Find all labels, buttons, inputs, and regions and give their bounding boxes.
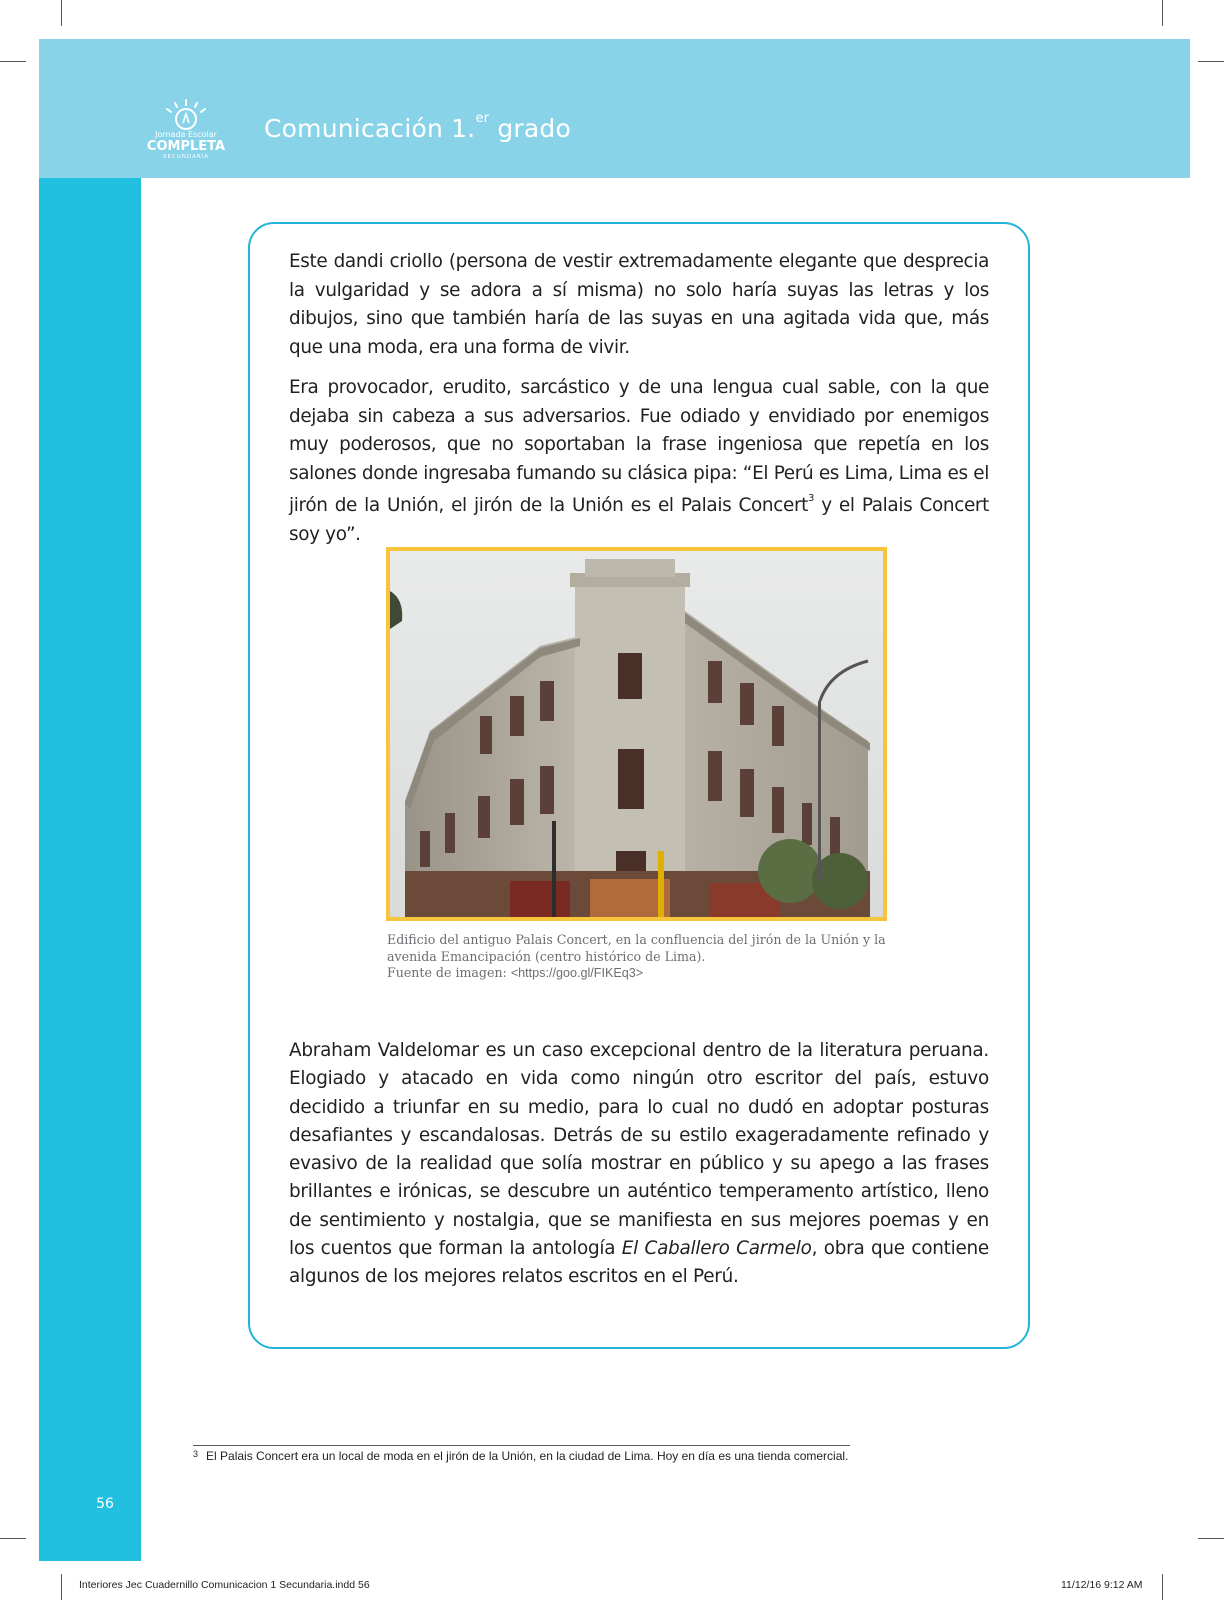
crop-mark-top-left-h bbox=[0, 61, 26, 62]
caption-source-url: <https://goo.gl/FIKEq3> bbox=[510, 966, 644, 980]
header-title-suffix: grado bbox=[489, 114, 571, 143]
footnote bbox=[193, 1449, 848, 1463]
caption-line-1: Edificio del antiguo Palais Concert, en la confluencia del jirón de la Unión y la bbox=[387, 932, 886, 947]
paragraph-3-text: Abraham Valdelomar es un caso excepcional dentro de la literatura peruana. Elogiado y atacado en vida como ningún otro escritor del país, estuvo decidido a triunfar en su medio, para lo cual no dudó en adoptar posturas desafiantes y escandalosas. Detrás de su estilo exageradamente refinado y evasivo de la realidad que solía mostrar en público y su apego a las frases brillantes e irónicas, se descubre un auténtico temperamento artístico, lleno de sentimiento y nostalgia, que se manifiesta en sus mejores poemas y en los cuentos que forman la antología bbox=[289, 1040, 989, 1260]
paragraph-2-end: y el Palais Concert soy yo”. bbox=[289, 495, 989, 546]
crop-mark-bottom-left-h bbox=[0, 1538, 26, 1539]
figure-caption bbox=[387, 932, 907, 982]
slug-timestamp: 11/12/16 9:12 AM bbox=[1061, 1579, 1143, 1591]
footnote-text: El Palais Concert era un local de moda en el jirón de la Unión, en la ciudad de Lima. Hoy en día es una tienda comercial. bbox=[206, 1449, 849, 1463]
page-number: 56 bbox=[96, 1496, 114, 1512]
logo-line3: SECUNDARIA bbox=[162, 154, 210, 160]
paragraph-3-end: , obra que contiene algunos de los mejores relatos escritos en el Perú. bbox=[289, 1238, 989, 1288]
crop-mark-top-left-v bbox=[61, 0, 62, 26]
header-title-sup: er bbox=[475, 110, 490, 126]
caption-source-line bbox=[387, 965, 907, 982]
crop-mark-bottom-right-v bbox=[1162, 1574, 1163, 1600]
building-photo bbox=[386, 547, 887, 921]
crop-mark-top-right-h bbox=[1198, 61, 1224, 62]
side-band bbox=[39, 178, 141, 1561]
paragraph-2 bbox=[289, 374, 989, 550]
footnote-ref: 3 bbox=[808, 493, 815, 505]
crop-mark-top-right-v bbox=[1162, 0, 1163, 26]
paragraph-3 bbox=[289, 1037, 989, 1292]
book-title: El Caballero Carmelo bbox=[621, 1238, 812, 1260]
paragraph-2-text: Era provocador, erudito, sarcástico y de una lengua cual sable, con la que dejaba sin cabeza a sus adversarios. Fue odiado y envidiado por enemigos muy poderosos, que no soportaban la frase ingeniosa que repetía en los salones donde ingresaba fumando su clásica pipa: “El Perú es Lima, Lima es el jirón de la Unión, el jirón de la Unión es el Palais Concert bbox=[289, 377, 989, 517]
crop-mark-bottom-left-v bbox=[61, 1574, 62, 1600]
caption-line-2: avenida Emancipación (centro histórico de Lima). bbox=[387, 948, 706, 964]
logo-line1: Jornada Escolar bbox=[155, 130, 217, 139]
crop-mark-bottom-right-h bbox=[1198, 1538, 1224, 1539]
footnote-number: 3 bbox=[193, 1449, 199, 1459]
footnote-rule bbox=[193, 1445, 850, 1446]
sun-lightbulb-logo-icon bbox=[145, 98, 227, 160]
header-title bbox=[264, 110, 571, 143]
header-title-main: Comunicación 1. bbox=[264, 114, 476, 143]
caption-source-prefix: Fuente de imagen: bbox=[387, 965, 511, 980]
paragraph-1: Este dandi criollo (persona de vestir extremadamente elegante que desprecia la vulgaridad y se adora a sí misma) no solo haría suyas las letras y los dibujos, sino que también haría de las suyas en una agitada vida que, más que una moda, era una forma de vivir. bbox=[289, 251, 989, 358]
slug-filename: Interiores Jec Cuadernillo Comunicacion 1 Secundaria.indd 56 bbox=[79, 1579, 370, 1591]
logo-line2: COMPLETA bbox=[146, 139, 226, 154]
